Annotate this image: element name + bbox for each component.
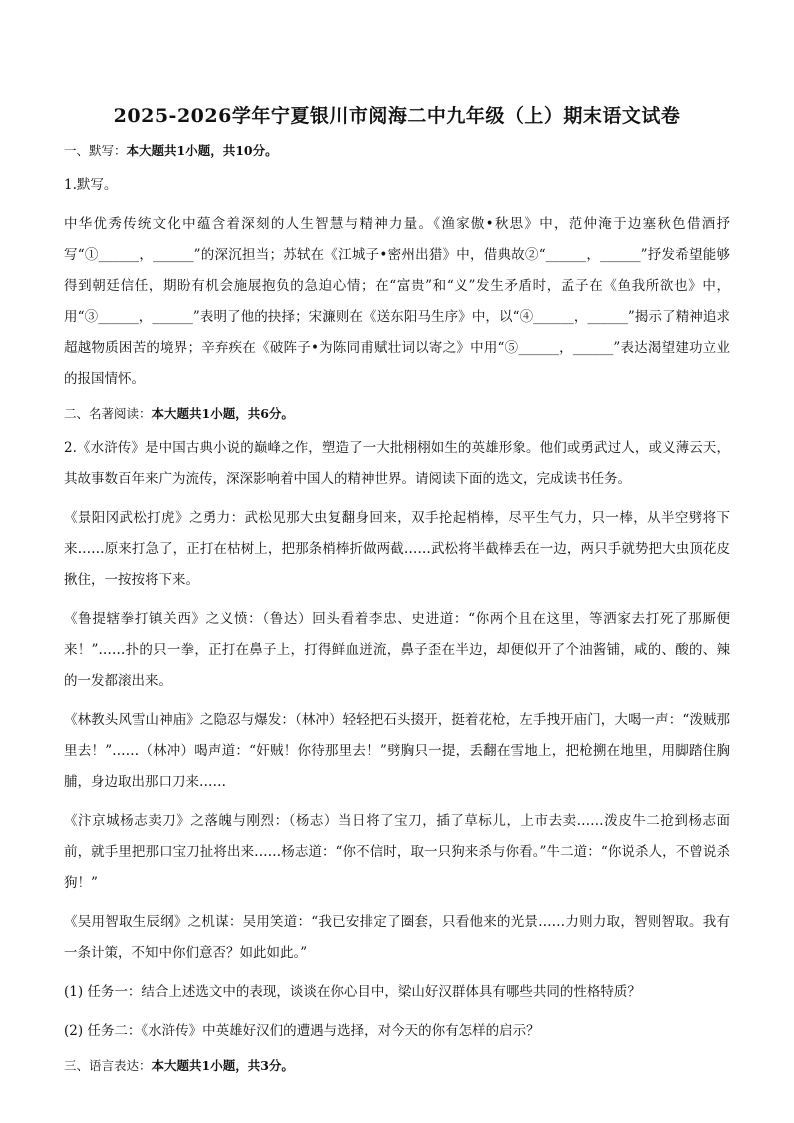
question-2-intro: 2.《水浒传》是中国古典小说的巅峰之作，塑造了一大批栩栩如生的英雄形象。他们或勇武过人，或义薄云天，其故事数百年来广为流传，深深影响着中国人的精神世界。请阅读下面的选文，完成读书任务。: [64, 440, 730, 487]
section-heading-prefix: 三、语言表达：: [64, 1058, 152, 1073]
task-2: (2) 任务二：《水浒传》中英雄好汉们的遭遇与选择，对今天的你有怎样的启示？: [64, 1023, 540, 1039]
section-heading-prefix: 一、默写：: [64, 143, 127, 158]
section-heading-prefix: 二、名著阅读：: [64, 406, 152, 421]
task-1: (1) 任务一：结合上述选文中的表现，谈谈在你心目中，梁山好汉群体具有哪些共同的性格特质？: [64, 984, 641, 1000]
excerpt-linchong: 《林教头风雪山神庙》之隐忍与爆发：（林冲）轻轻把石头掇开，挺着花枪，左手拽开庙门，大喝一声：“泼贼那里去！”……（林冲）喝声道：“奸贼！你待那里去！”劈胸只一提，丢翻在雪地上，把枪搠在地里，用脚踏住胸脯，身边取出那口刀来……: [64, 712, 730, 790]
question-1-stem: 1.默写。: [64, 177, 118, 193]
section-heading-info: 本大题共1小题，共6分。: [151, 406, 294, 421]
excerpt-wusong: 《景阳冈武松打虎》之勇力：武松见那大虫复翻身回来，双手抡起梢棒，尽平生气力，只一棒，从半空劈将下来……原来打急了，正打在枯树上，把那条梢棒折做两截……武松将半截棒丢在一边，两只手就势把大虫顶花皮揪住，一按按将下来。: [64, 510, 730, 588]
excerpt-luda: 《鲁提辖拳打镇关西》之义愤：（鲁达）回头看着李忠、史进道：“你两个且在这里，等洒家去打死了那厮便来！”……扑的只一拳，正打在鼻子上，打得鲜血迸流，鼻子歪在半边，却便似开了个油酱铺，咸的、酸的、辣的一发都滚出来。: [64, 611, 730, 689]
section-heading-info: 本大题共1小题，共3分。: [151, 1058, 294, 1073]
excerpt-yangzhi: 《汴京城杨志卖刀》之落魄与刚烈：（杨志）当日将了宝刀，插了草标儿，上市去卖……泼皮牛二抢到杨志面前，就手里把那口宝刀扯将出来……杨志道：“你不信时，取一只狗来杀与你看。”牛二道：“你说杀人，不曾说杀狗！”: [64, 813, 730, 891]
excerpt-wuyong: 《吴用智取生辰纲》之机谋：吴用笑道：“我已安排定了圈套，只看他来的光景……力则力取，智则智取。我有一条计策，不知中你们意否？如此如此。”: [64, 914, 730, 961]
page-title: 2025-2026学年宁夏银川市阅海二中九年级（上）期末语文试卷: [113, 105, 681, 127]
section-heading-language-expression: [64, 1055, 730, 1077]
section-heading-info: 本大题共1小题，共10分。: [126, 143, 278, 158]
question-1-passage: 中华优秀传统文化中蕴含着深刻的人生智慧与精神力量。《渔家傲•秋思》中，范仲淹于边塞秋色借酒抒写“①______，______”的深沉担当；苏轼在《江城子•密州出猎》中，借典故②“______，______”抒发希望能够得到朝廷信任，期盼有机会施展抱负的急迫心情；在“富贵”和“义”发生矛盾时，孟子在《鱼我所欲也》中，用“③______，______”表明了他的抉择；宋濂则在《送东阳马生序》中，以“④______，______”揭示了精神追求超越物质困苦的境界；辛弃疾在《破阵子•为陈同甫赋壮词以寄之》中用“⑤______，______”表达渴望建功立业的报国情怀。: [64, 216, 730, 387]
section-heading-dictation: [64, 140, 730, 162]
section-heading-classics-reading: [64, 403, 730, 425]
